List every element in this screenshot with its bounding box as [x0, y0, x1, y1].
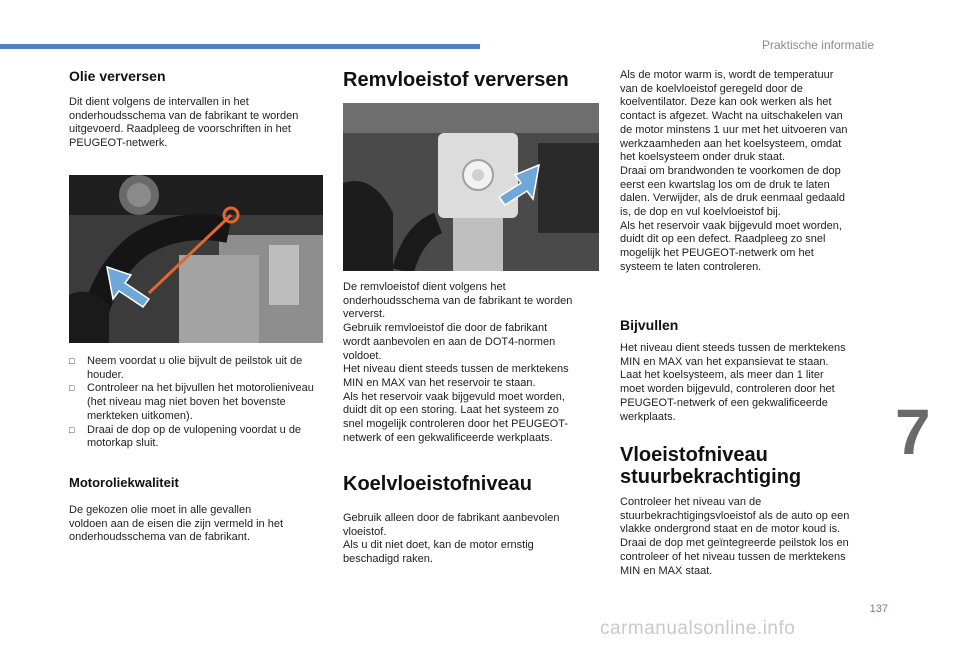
chapter-number: 7 [895, 396, 931, 468]
section-title: Praktische informatie [761, 38, 874, 52]
oil-change-heading: Olie verversen [69, 68, 166, 84]
list-item: □ Neem voordat u olie bijvult de peilstok uit de houder. [69, 355, 323, 382]
brake-fluid-text: De remvloeistof dient volgens het onderhoudsschema van de fabrikant te worden ververst. Gebruik remvloeistof die door de fabrikant wordt aanbevolen en aan de DOT4-normen voldoet. Het niveau dient steeds tussen de merktekens MIN en MAX van het reservoir te staan. Als het reservoir vaak bijgevuld moet worden, duidt dit op een storing. Laat het systeem zo snel mogelijk controleren door het PEUGEOT- netwerk of een gekwalificeerde werkplaats. [343, 281, 573, 444]
brake-fluid-heading: Remvloeistof verversen [343, 69, 569, 91]
header-accent-bar [0, 44, 480, 49]
power-steering-text: Controleer het niveau van de stuurbekrachtigingsvloeistof als de auto op een vlakke ondergrond staat en de motor koud is. Draai de dop met geïntegreerde peilstok los en controleer of het niveau tussen de merktekens MIN en MAX staat. [620, 496, 850, 577]
coolant-level-text: Gebruik alleen door de fabrikant aanbevolen vloeistof. Als u dit niet doet, kan de motor ernstig beschadigd raken. [343, 512, 560, 566]
topup-heading: Bijvullen [620, 317, 679, 333]
list-item: □ Draai de dop op de vulopening voordat u de motorkap sluit. [69, 424, 323, 451]
list-item: □ Controleer na het bijvullen het motorolieniveau (het niveau mag niet boven het bovenste merkteken uitkomen). [69, 382, 323, 423]
oil-quality-heading: Motoroliekwaliteit [69, 475, 179, 490]
topup-text: Het niveau dient steeds tussen de merktekens MIN en MAX van het expansievat te staan. Laat het koelsysteem, als meer dan 1 liter moet worden bijgevuld, controleren door het PEUGEOT-netwerk of een gekwalificeerde werkplaats. [620, 342, 846, 423]
coolant-level-heading: Koelvloeistofniveau [343, 473, 532, 495]
power-steering-heading: Vloeistofniveau stuurbekrachtiging [620, 444, 802, 488]
page-number: 137 [869, 603, 888, 615]
coolant-warning-text: Als de motor warm is, wordt de temperatuur van de koelvloeistof geregeld door de koelventilator. Deze kan ook werken als het contact is afgezet. Wacht na uitschakelen van de motor minstens 1 uur met het uitvoeren van werkzaamheden aan het koelsysteem, omdat het koelsysteem onder druk staat. Draai om brandwonden te voorkomen de dop eerst een kwartslag los om de druk te laten dalen. Verwijder, als de druk eenmaal gedaald is, de dop en vul koelvloeistof bij. Als het reservoir vaak bijgevuld moet worden, duidt dit op een defect. Raadpleeg zo snel mogelijk het PEUGEOT-netwerk om het systeem te laten controleren. [620, 69, 848, 273]
oil-quality-text: De gekozen olie moet in alle gevallen voldoen aan de eisen die zijn vermeld in het onderhoudsschema van de fabrikant. [69, 504, 284, 544]
oil-change-text: Dit dient volgens de intervallen in het onderhoudsschema van de fabrikant te worden uitgevoerd. Raadpleeg de voorschriften in het PEUGEOT-netwerk. [69, 96, 299, 150]
watermark: carmanualsonline.info [600, 618, 796, 639]
oil-check-steps [69, 355, 323, 451]
engine-oil-dipstick-photo [69, 175, 323, 343]
brake-fluid-reservoir-photo [343, 103, 599, 271]
